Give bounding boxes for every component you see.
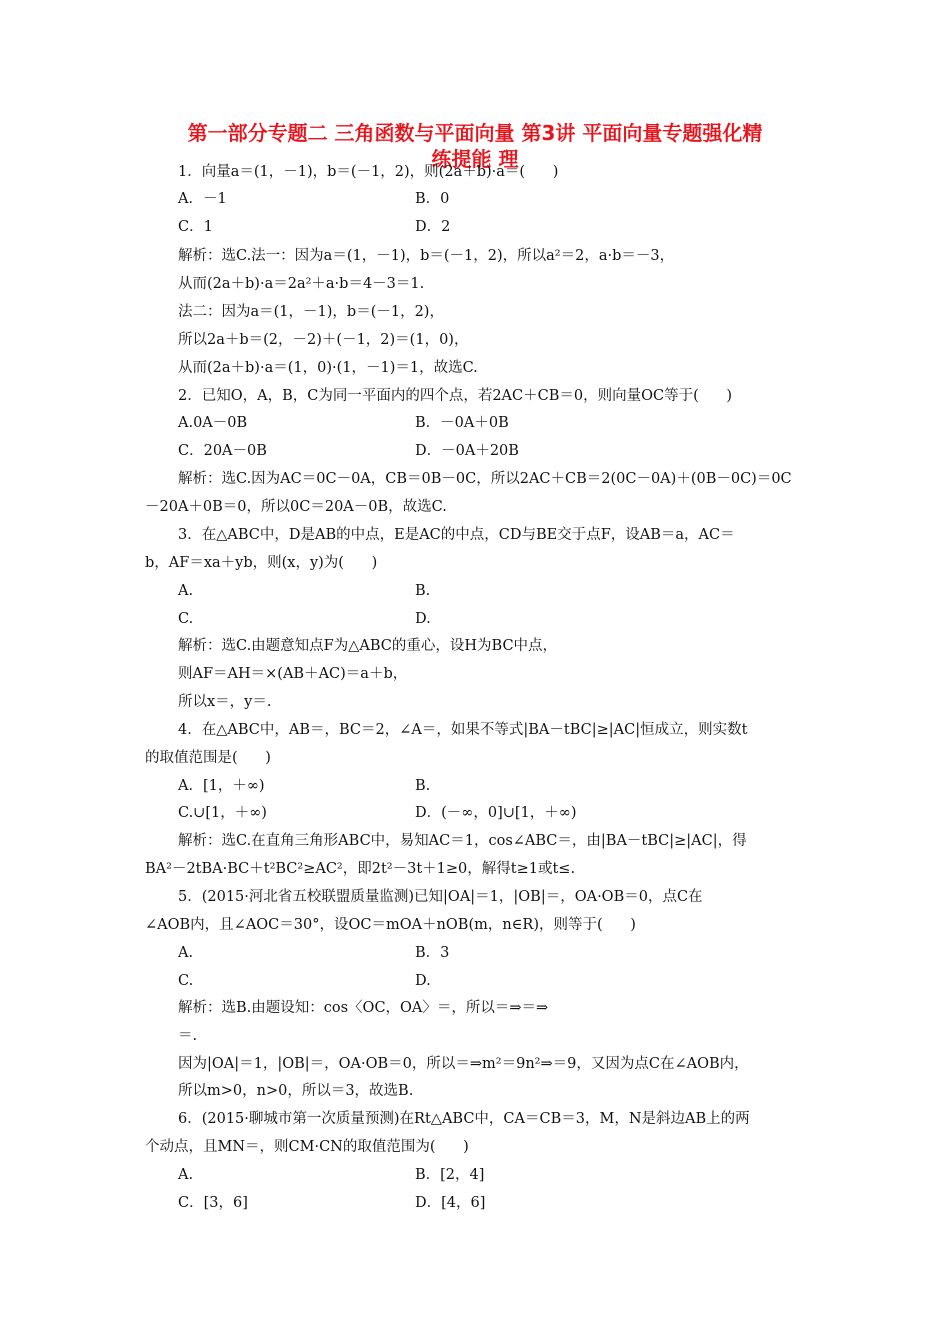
text-line: B. xyxy=(415,583,431,599)
text-line: D．(－∞，0]∪[1，＋∞) xyxy=(415,805,577,821)
text-line: 2．已知O，A，B，C为同一平面内的四个点，若2AC＋CB＝0，则向量OC等于( ) xyxy=(178,388,733,404)
text-line: A. xyxy=(178,1167,194,1183)
text-line: B．[2，4] xyxy=(415,1167,485,1183)
text-line: B．0 xyxy=(415,191,450,207)
text-line: C. xyxy=(178,611,194,627)
text-line: A．－1 xyxy=(178,191,227,207)
text-line: 1．向量a＝(1，－1)，b＝(－1，2)，则(2a＋b)·a＝( ) xyxy=(178,164,559,180)
text-line: D. xyxy=(415,973,431,989)
text-line: 的取值范围是( ) xyxy=(145,750,271,766)
text-line: C．[3，6] xyxy=(178,1195,248,1211)
text-line: ＝. xyxy=(178,1028,198,1044)
text-line: 解析：选C.由题意知点F为△ABC的重心，设H为BC中点， xyxy=(178,638,558,654)
text-line: 从而(2a＋b)·a＝(1，0)·(1，－1)＝1，故选C. xyxy=(178,360,478,376)
title-line-2: 练提能 理 xyxy=(431,147,519,171)
text-line: D．2 xyxy=(415,219,451,235)
text-line: 因为|OA|＝1，|OB|＝，OA·OB＝0，所以＝⇒m²＝9n²⇒＝9，又因为点C在∠AOB内， xyxy=(178,1056,749,1072)
text-line: A. xyxy=(178,583,194,599)
text-line: 解析：选C.因为AC＝0C－0A，CB＝0B－0C，所以2AC＋CB＝2(0C－0A)＋(0B－0C)＝0C xyxy=(178,471,792,487)
text-line: 解析：选C.法一：因为a＝(1，－1)，b＝(－1，2)，所以a²＝2，a·b＝－3， xyxy=(178,248,675,264)
text-line: 个动点，且MN＝，则CM·CN的取值范围为( ) xyxy=(145,1139,469,1155)
text-line: 解析：选B.由题设知：cos〈OC，OA〉＝，所以＝⇒＝⇒ xyxy=(178,1000,549,1016)
text-line: 4．在△ABC中，AB＝，BC＝2，∠A＝，如果不等式|BA－tBC|≥|AC|恒成立，则实数t xyxy=(178,722,748,738)
text-line: 则AF＝AH＝×(AB＋AC)＝a＋b， xyxy=(178,666,408,682)
text-line: 6．(2015·聊城市第一次质量预测)在Rt△ABC中，CA＝CB＝3，M，N是斜边AB上的两 xyxy=(178,1111,750,1127)
text-line: BA²－2tBA·BC＋t²BC²≥AC²，即2t²－3t＋1≥0，解得t≥1或t≤. xyxy=(145,861,576,877)
text-line: D. xyxy=(415,611,431,627)
text-line: B. xyxy=(415,778,431,794)
text-line: 5．(2015·河北省五校联盟质量监测)已知|OA|＝1，|OB|＝，OA·OB＝0，点C在 xyxy=(178,889,703,905)
text-line: A.0A－0B xyxy=(178,415,248,431)
text-line: 所以x＝，y＝. xyxy=(178,694,272,710)
text-line: ∠AOB内，且∠AOC＝30°，设OC＝mOA＋nOB(m，n∈R)，则等于( ) xyxy=(145,917,636,933)
text-line: B．3 xyxy=(415,945,450,961)
text-line: 所以m>0，n>0，所以＝3，故选B. xyxy=(178,1083,414,1099)
text-line: －20A＋0B＝0，所以0C＝20A－0B，故选C. xyxy=(145,499,447,515)
text-line: 解析：选C.在直角三角形ABC中，易知AC＝1，cos∠ABC＝，由|BA－tBC|≥|AC|，得 xyxy=(178,833,747,849)
text-line: C.∪[1，＋∞) xyxy=(178,805,267,821)
text-line: D．[4，6] xyxy=(415,1195,486,1211)
text-line: 从而(2a＋b)·a＝2a²＋a·b＝4－3＝1. xyxy=(178,276,425,292)
text-line: b，AF＝xa＋yb，则(x，y)为( ) xyxy=(145,555,378,571)
text-line: B．－0A＋0B xyxy=(415,415,509,431)
text-line: 3．在△ABC中，D是AB的中点，E是AC的中点，CD与BE交于点F，设AB＝a，AC＝ xyxy=(178,527,735,543)
text-line: 法二：因为a＝(1，－1)，b＝(－1，2)， xyxy=(178,304,444,320)
text-line: C. xyxy=(178,973,194,989)
text-line: C．20A－0B xyxy=(178,443,267,459)
title-line-1: 第一部分专题二 三角函数与平面向量 第3讲 平面向量专题强化精 xyxy=(187,121,763,145)
text-line: A．[1，＋∞) xyxy=(178,778,265,794)
text-line: A. xyxy=(178,945,194,961)
text-line: C．1 xyxy=(178,219,213,235)
text-line: 所以2a＋b＝(2，－2)＋(－1，2)＝(1，0)， xyxy=(178,332,469,348)
text-line: D．－0A＋20B xyxy=(415,443,519,459)
